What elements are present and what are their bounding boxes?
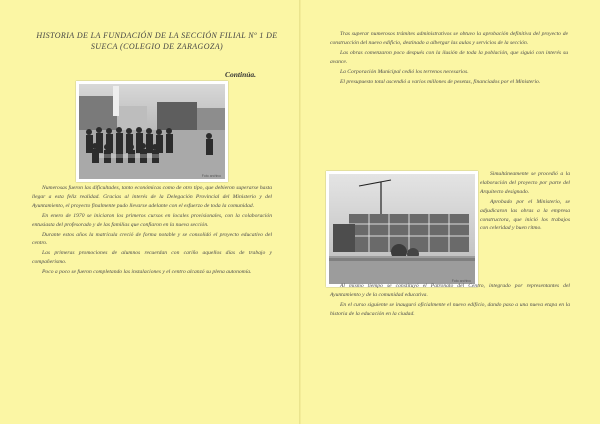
paragraph: Al mismo tiempo se constituyó el Patronato del Centro, integrado por representantes del Ayuntamiento y de la comunidad educativa. xyxy=(330,283,570,298)
construction-photo xyxy=(326,171,478,287)
group-photo-illustration xyxy=(79,84,225,179)
paragraph: En enero de 1970 se iniciaron los primeros cursos en locales provisionales, con la colaboración entusiasta del profesorado y de las familias que confiaron en la nueva sección. xyxy=(32,212,272,228)
page-title: HISTORIA DE LA FUNDACIÓN DE LA SECCIÓN FILIAL Nº 1 DE SUECA (COLEGIO DE ZARAGOZA) xyxy=(36,31,278,51)
right-top-text xyxy=(330,30,568,87)
continued-label: Continúa. xyxy=(225,70,257,79)
paragraph: Aprobado por el Ministerio, se adjudicaron las obras a la empresa constructora, que inició los trabajos con celeridad y buen ritmo. xyxy=(480,198,570,232)
construction-photo-illustration xyxy=(329,174,475,284)
paragraph: Tras superar numerosos trámites administrativos se obtuvo la aprobación definitiva del proyecto de construcción del nuevo edificio, destinado a albergar las aulas y servicios de la sección. xyxy=(330,31,568,46)
paragraph: Las obras comenzaron poco después con la ilusión de toda la población, que siguió con interés su avance. xyxy=(330,49,568,65)
photo-caption: Foto archivo xyxy=(201,174,221,178)
paragraph: La Corporación Municipal cedió los terrenos necesarios. xyxy=(340,68,469,75)
photo-caption: Foto archivo xyxy=(451,279,471,283)
paragraph: En el curso siguiente se inauguró oficialmente el nuevo edificio, dando paso a una nueva etapa en la historia de la educación en la ciudad. xyxy=(330,301,570,317)
left-page xyxy=(0,0,299,424)
paragraph: El presupuesto total ascendió a varios millones de pesetas, financiados por el Ministerio. xyxy=(340,78,541,85)
paragraph: Simultáneamente se procedió a la elaboración del proyecto por parte del Arquitecto designado. xyxy=(480,171,570,195)
right-side-text xyxy=(480,170,570,234)
paragraph: Poco a poco se fueron completando las instalaciones y el centro alcanzó su plena autonomía. xyxy=(42,269,252,276)
group-photo xyxy=(76,81,228,182)
paragraph: Numerosas fueron las dificultades, tanto económicas como de otro tipo, que debieron superarse hasta llegar a esta feliz realidad. Gracias al interés de la Delegación Provincial del Ministerio y del Ayuntamiento, el proyecto finalmente pudo llevarse adelante con el esfuerzo de toda la comunidad. xyxy=(32,185,272,209)
right-bottom-text xyxy=(330,282,570,320)
construction-photo-image xyxy=(329,174,475,284)
paragraph: Las primeras promociones de alumnos recuerdan con cariño aquellos días de trabajo y compañerismo. xyxy=(32,250,272,266)
group-photo-image xyxy=(79,84,225,179)
left-body-text xyxy=(32,184,272,278)
paragraph: Durante estos años la matrícula creció de forma notable y se consolidó el proyecto educativo del centro. xyxy=(32,231,272,247)
